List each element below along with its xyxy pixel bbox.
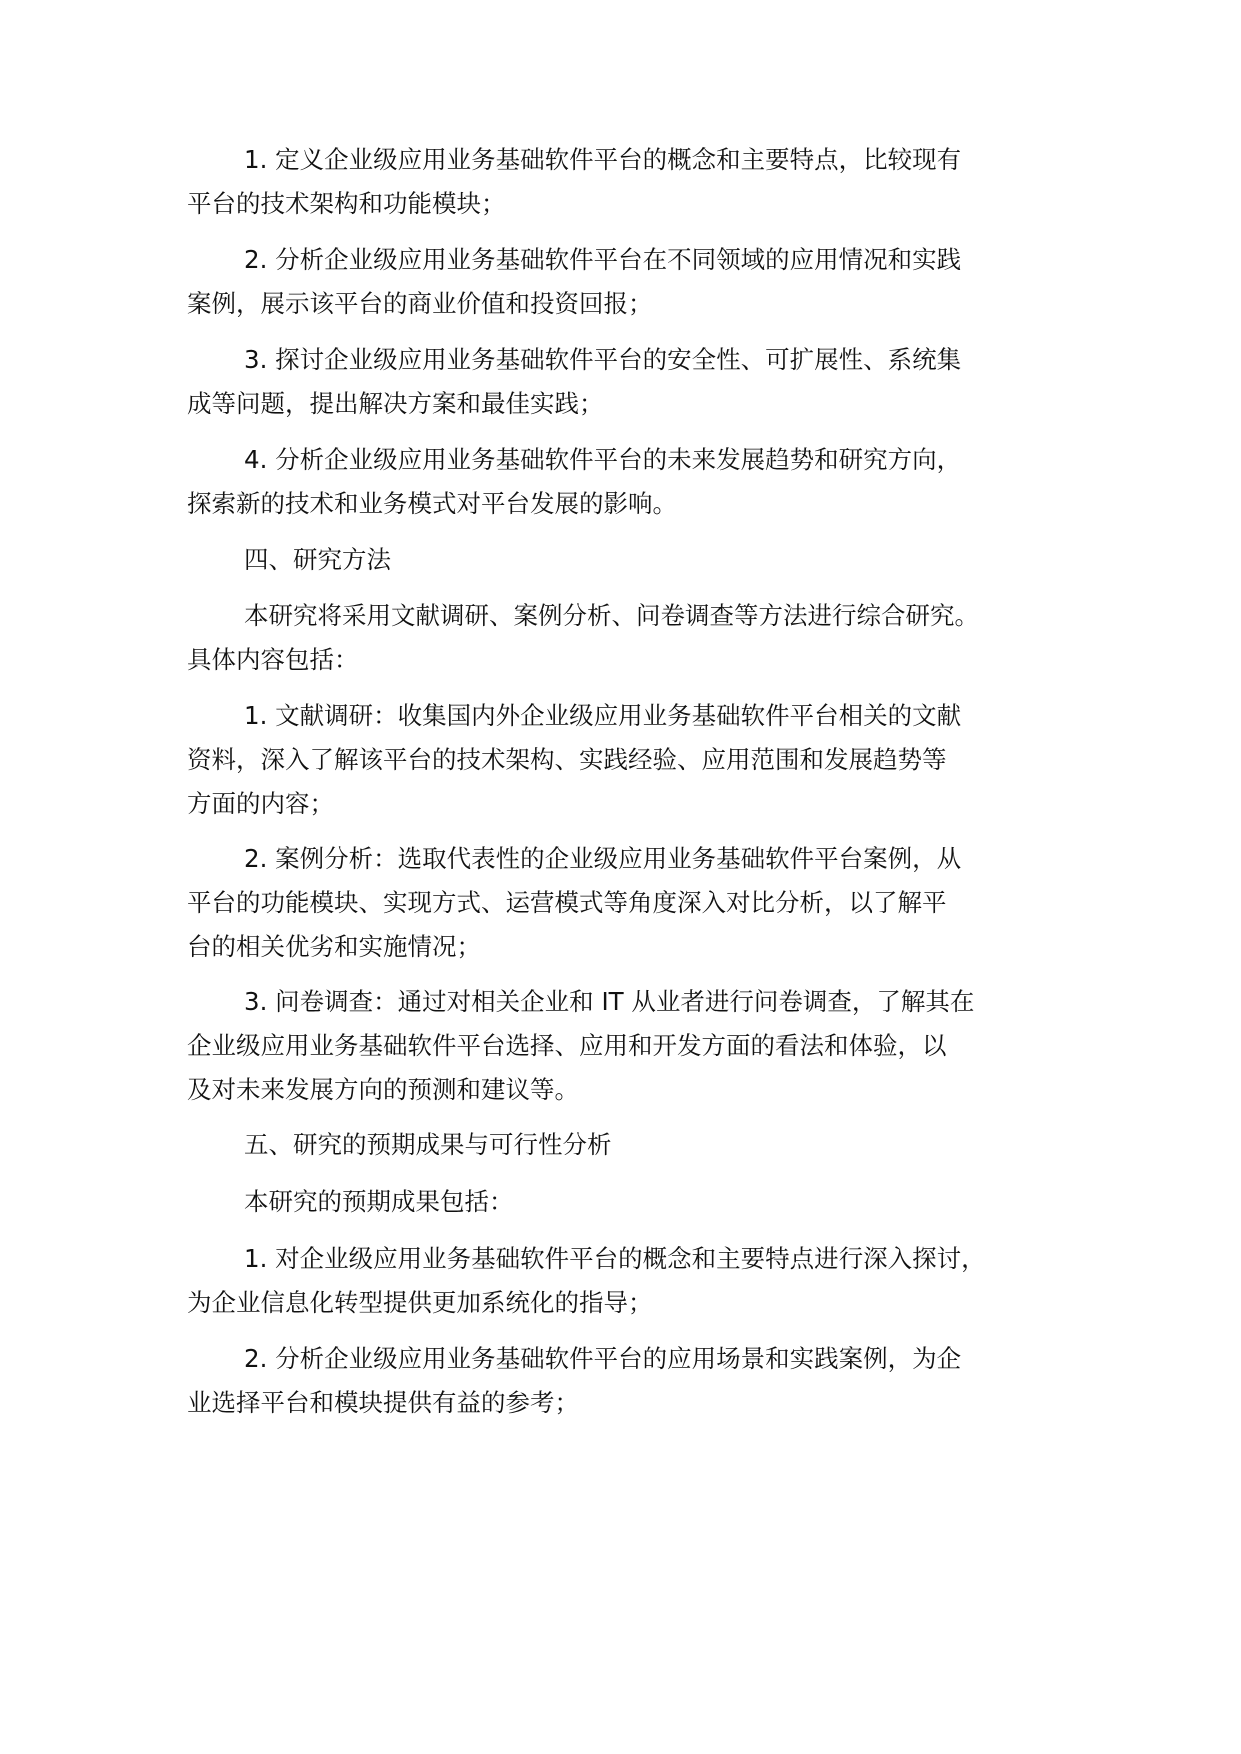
paragraph-objective-1 [187, 138, 1077, 226]
text-line: 1. 对企业级应用业务基础软件平台的概念和主要特点进行深入探讨， [244, 1244, 986, 1273]
text-line: 本研究将采用文献调研、案例分析、问卷调查等方法进行综合研究。 [244, 601, 979, 630]
text-line: 业选择平台和模块提供有益的参考； [187, 1388, 579, 1417]
paragraph-objective-2 [187, 238, 1077, 326]
section-heading-methods [187, 538, 1077, 582]
text-line: 3. 问卷调查：通过对相关企业和 IT 从业者进行问卷调查，了解其在 [244, 987, 975, 1016]
paragraph-objective-3 [187, 338, 1077, 426]
heading-text: 五、研究的预期成果与可行性分析 [244, 1130, 612, 1159]
text-line: 2. 案例分析：选取代表性的企业级应用业务基础软件平台案例，从 [244, 844, 962, 873]
paragraph-method-case-study [187, 837, 1077, 969]
text-line: 成等问题，提出解决方案和最佳实践； [187, 389, 604, 418]
paragraph-outcome-2 [187, 1337, 1077, 1425]
paragraph-objective-4 [187, 438, 1077, 526]
text-line: 为企业信息化转型提供更加系统化的指导； [187, 1288, 653, 1317]
text-line: 及对未来发展方向的预测和建议等。 [187, 1075, 579, 1104]
text-line: 资料，深入了解该平台的技术架构、实践经验、应用范围和发展趋势等 [187, 745, 947, 774]
text-line: 案例，展示该平台的商业价值和投资回报； [187, 289, 653, 318]
section-heading-outcomes [187, 1123, 1077, 1167]
text-line: 企业级应用业务基础软件平台选择、应用和开发方面的看法和体验，以 [187, 1031, 947, 1060]
paragraph-methods-intro [187, 594, 1077, 682]
text-line: 4. 分析企业级应用业务基础软件平台的未来发展趋势和研究方向， [244, 445, 962, 474]
paragraph-outcome-1 [187, 1237, 1077, 1325]
paragraph-outcomes-intro [187, 1180, 1077, 1224]
text-line: 具体内容包括： [187, 645, 359, 674]
text-line: 1. 文献调研：收集国内外企业级应用业务基础软件平台相关的文献 [244, 701, 962, 730]
text-line: 平台的技术架构和功能模块； [187, 189, 506, 218]
text-line: 平台的功能模块、实现方式、运营模式等角度深入对比分析，以了解平 [187, 888, 947, 917]
text-line: 方面的内容； [187, 789, 334, 818]
text-line: 本研究的预期成果包括： [244, 1187, 514, 1216]
text-line: 探索新的技术和业务模式对平台发展的影响。 [187, 489, 677, 518]
text-line: 1. 定义企业级应用业务基础软件平台的概念和主要特点，比较现有 [244, 145, 962, 174]
text-line: 3. 探讨企业级应用业务基础软件平台的安全性、可扩展性、系统集 [244, 345, 962, 374]
paragraph-method-survey [187, 980, 1077, 1112]
heading-text: 四、研究方法 [244, 545, 391, 574]
text-line: 台的相关优劣和实施情况； [187, 932, 481, 961]
text-line: 2. 分析企业级应用业务基础软件平台在不同领域的应用情况和实践 [244, 245, 962, 274]
text-line: 2. 分析企业级应用业务基础软件平台的应用场景和实践案例，为企 [244, 1344, 962, 1373]
paragraph-method-literature [187, 694, 1077, 826]
